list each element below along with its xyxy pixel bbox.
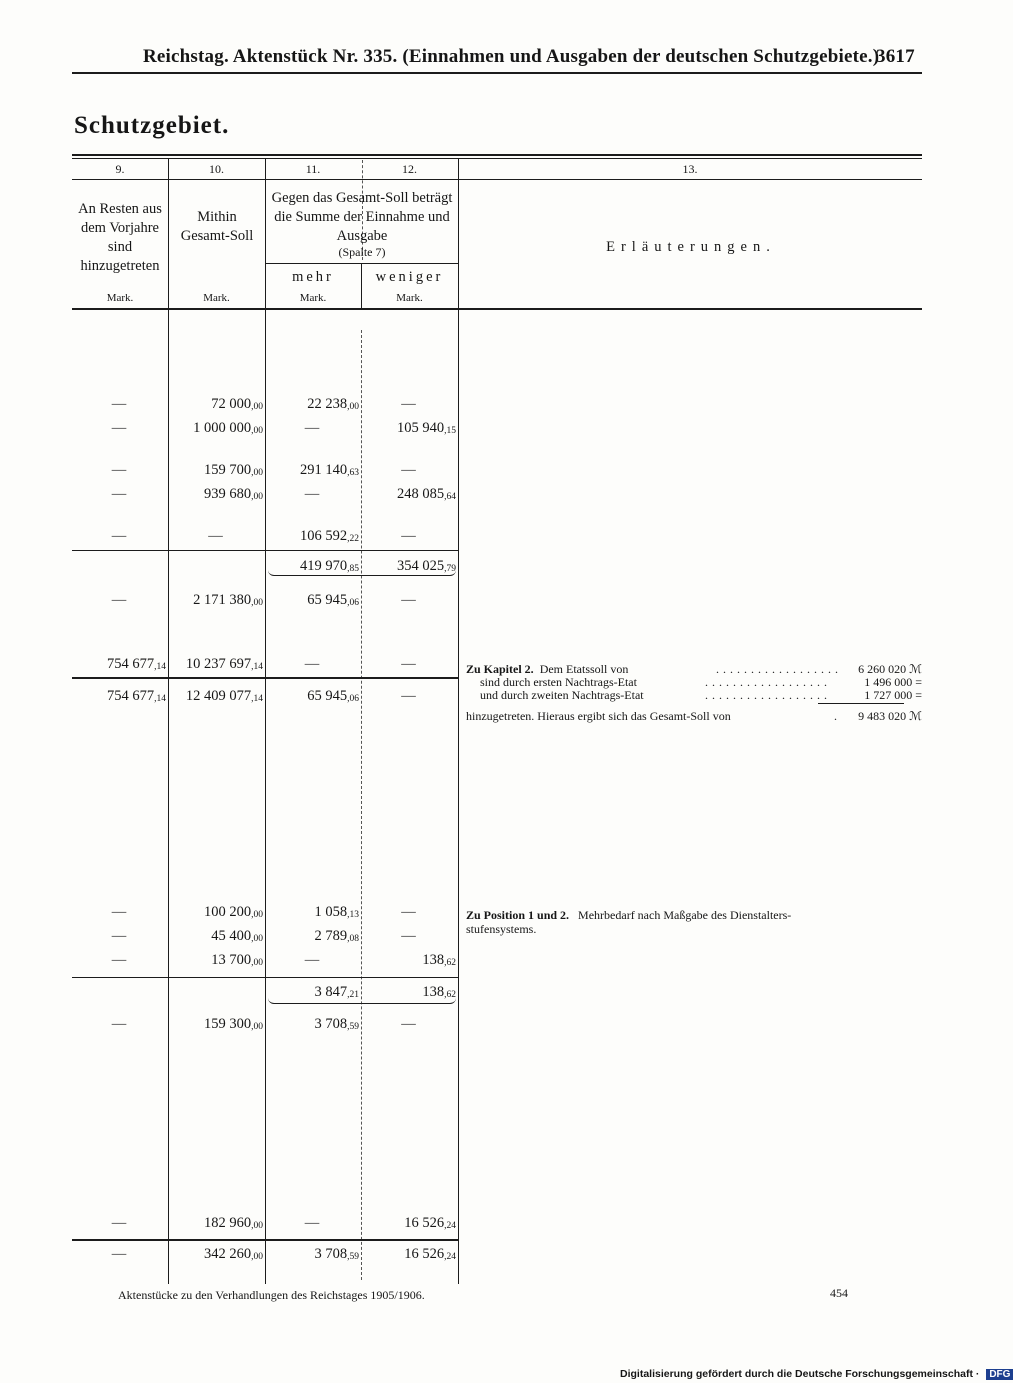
cell-c9-row-16 bbox=[72, 1246, 166, 1263]
cell-c11-row-10 bbox=[265, 904, 359, 921]
cell-value: — bbox=[304, 952, 320, 968]
cell-value: — bbox=[401, 904, 416, 920]
col11-number: 11. bbox=[305, 162, 321, 176]
cell-c10-row-1 bbox=[168, 396, 263, 413]
cell-c11-row-15 bbox=[265, 1215, 359, 1232]
cell-c12-row-3 bbox=[361, 462, 456, 479]
digitization-credit-text: Digitalisierung gefördert durch die Deutsche Forschungsgemeinschaft bbox=[620, 1368, 973, 1380]
cell-value: — bbox=[111, 1246, 127, 1262]
cell-value: — bbox=[111, 904, 127, 920]
cell-cents: ,21 bbox=[347, 990, 359, 1000]
colnum-rule bbox=[72, 179, 922, 180]
cell-value: 2 789 bbox=[314, 928, 348, 944]
cell-c10-row-15 bbox=[168, 1215, 263, 1232]
cell-cents: ,00 bbox=[251, 1221, 263, 1231]
note-kapitel2-val4: 9 483 020 ℳ bbox=[858, 709, 922, 723]
note-sum-rule bbox=[818, 703, 904, 704]
cell-c9-row-11 bbox=[72, 928, 166, 945]
subtotal-rule-2 bbox=[72, 977, 458, 978]
cell-value: 16 526 bbox=[404, 1246, 445, 1262]
note-position12-lead: Zu Position 1 und 2. bbox=[466, 908, 570, 922]
col10-heading: Mithin Gesamt-Soll bbox=[180, 209, 254, 244]
col11-12-heading: Gegen das Gesamt-Soll beträgt die Summe der Einnahme und Ausgabe bbox=[271, 190, 453, 244]
cell-cents: ,14 bbox=[154, 662, 166, 672]
cell-value: 22 238 bbox=[307, 396, 348, 412]
cell-c10-row-14 bbox=[168, 1016, 263, 1033]
note-kapitel2-lead: Zu Kapitel 2. bbox=[466, 662, 534, 676]
cell-value: 1 000 000 bbox=[193, 420, 252, 436]
cell-c12-row-4 bbox=[361, 486, 456, 503]
cell-c11-row-9 bbox=[265, 688, 359, 705]
cell-c9-row-8 bbox=[72, 656, 166, 673]
cell-value: — bbox=[208, 528, 223, 544]
cell-cents: ,00 bbox=[251, 1022, 263, 1032]
cell-cents: ,00 bbox=[251, 468, 263, 478]
cell-c9-row-1 bbox=[72, 396, 166, 413]
cell-value: 159 300 bbox=[204, 1016, 252, 1032]
cell-value: 182 960 bbox=[204, 1215, 252, 1231]
note-kapitel2-val1: 6 260 020 ℳ bbox=[858, 662, 922, 676]
subtotal-brace-2 bbox=[268, 998, 456, 1004]
cell-c12-row-15 bbox=[361, 1215, 456, 1232]
cell-cents: ,14 bbox=[251, 662, 263, 672]
cell-value: — bbox=[401, 928, 416, 944]
cell-value: — bbox=[304, 1215, 320, 1231]
cell-value: — bbox=[401, 462, 416, 478]
cell-cents: ,00 bbox=[251, 958, 263, 968]
cell-value: 3 847 bbox=[314, 984, 348, 1000]
cell-value: — bbox=[401, 1016, 416, 1032]
cell-c12-row-12 bbox=[361, 952, 456, 969]
cell-value: 138 bbox=[422, 952, 445, 968]
cell-cents: ,15 bbox=[444, 426, 456, 436]
note-position12-line1 bbox=[466, 908, 791, 923]
footer-sheet-number: 454 bbox=[830, 1286, 848, 1300]
col11-unit: Mark. bbox=[299, 292, 327, 304]
cell-c11-row-7 bbox=[265, 592, 359, 609]
cell-c9-row-2 bbox=[72, 420, 166, 437]
note-kapitel2-val3: 1 727 000 = bbox=[864, 688, 922, 702]
cell-c12-row-5 bbox=[361, 528, 456, 545]
cell-c10-row-9 bbox=[168, 688, 263, 705]
cell-c11-row-2 bbox=[265, 420, 359, 437]
cell-c9-row-15 bbox=[72, 1215, 166, 1232]
cell-c11-row-1 bbox=[265, 396, 359, 413]
col11-12-subnote: (Spalte 7) bbox=[338, 245, 386, 259]
cell-c12-row-10 bbox=[361, 904, 456, 921]
cell-value: — bbox=[111, 1215, 127, 1231]
note-kapitel2-val2: 1 496 000 = bbox=[864, 675, 922, 689]
cell-value: 138 bbox=[422, 984, 445, 1000]
header-rule bbox=[72, 72, 922, 74]
section-title: Schutzgebiet. bbox=[74, 112, 230, 139]
col10-unit: Mark. bbox=[203, 292, 230, 304]
cell-value: — bbox=[111, 396, 127, 412]
total-rule-1 bbox=[72, 677, 458, 679]
col11-heading: mehr bbox=[292, 269, 334, 285]
cell-cents: ,14 bbox=[251, 694, 263, 704]
cell-c10-row-11 bbox=[168, 928, 263, 945]
cell-c10-row-8 bbox=[168, 656, 263, 673]
cell-cents: ,62 bbox=[444, 990, 456, 1000]
cell-c12-row-2 bbox=[361, 420, 456, 437]
cell-c11-row-5 bbox=[265, 528, 359, 545]
cell-cents: ,59 bbox=[347, 1022, 359, 1032]
note-dot-leader-4: . bbox=[834, 709, 837, 723]
cell-value: 65 945 bbox=[307, 688, 348, 704]
cell-value: 2 171 380 bbox=[193, 592, 252, 608]
subtotal-brace-1 bbox=[268, 570, 456, 576]
note-kapitel2-line3: und durch zweiten Nachtrags-Etat bbox=[480, 688, 644, 702]
cell-cents: ,79 bbox=[444, 564, 456, 574]
cell-c10-row-2 bbox=[168, 420, 263, 437]
col-divider-12-13 bbox=[458, 158, 459, 1284]
cell-value: 419 970 bbox=[300, 558, 348, 574]
cell-c10-row-4 bbox=[168, 486, 263, 503]
cell-cents: ,24 bbox=[444, 1221, 456, 1231]
cell-value: — bbox=[401, 396, 416, 412]
cell-value: — bbox=[111, 462, 127, 478]
cell-cents: ,00 bbox=[251, 492, 263, 502]
col9-heading: An Resten aus dem Vorjahre sind hinzugetreten bbox=[78, 201, 162, 274]
cell-cents: ,06 bbox=[347, 694, 359, 704]
cell-value: 754 677 bbox=[107, 688, 155, 704]
dfg-logo: DFG bbox=[986, 1369, 1013, 1380]
cell-c10-row-3 bbox=[168, 462, 263, 479]
cell-c9-row-5 bbox=[72, 528, 166, 545]
cell-value: — bbox=[304, 486, 320, 502]
cell-c11-row-4 bbox=[265, 486, 359, 503]
note-kapitel2-line2: sind durch ersten Nachtrags-Etat bbox=[480, 675, 637, 689]
cell-value: — bbox=[111, 528, 127, 544]
cell-value: — bbox=[304, 420, 320, 436]
cell-value: 248 085 bbox=[397, 486, 445, 502]
cell-cents: ,59 bbox=[347, 1252, 359, 1262]
note-kapitel2-text1: Dem Etatssoll von bbox=[539, 662, 629, 676]
total-rule-2 bbox=[72, 1239, 458, 1241]
col13-heading: Erläuterungen. bbox=[606, 239, 776, 255]
note-dot-leader-2: .................. bbox=[705, 675, 831, 689]
cell-value: — bbox=[401, 592, 416, 608]
digitization-credit: Digitalisierung gefördert durch die Deutsche Forschungsgemeinschaft · DFG bbox=[620, 1368, 1013, 1380]
cell-value: — bbox=[401, 656, 416, 672]
cell-c10-row-12 bbox=[168, 952, 263, 969]
running-header-title: Reichstag. Aktenstück Nr. 335. (Einnahmen und Ausgaben der deutschen Schutzgebiete.) bbox=[143, 46, 880, 67]
cell-cents: ,62 bbox=[444, 958, 456, 968]
cell-c9-row-12 bbox=[72, 952, 166, 969]
cell-cents: ,13 bbox=[347, 910, 359, 920]
cell-cents: ,14 bbox=[154, 694, 166, 704]
cell-value: — bbox=[401, 688, 416, 704]
cell-value: 45 400 bbox=[211, 928, 252, 944]
cell-value: 291 140 bbox=[300, 462, 348, 478]
cell-value: 1 058 bbox=[314, 904, 348, 920]
cell-value: — bbox=[304, 656, 320, 672]
table-top-rule-thin bbox=[72, 158, 922, 159]
cell-value: 354 025 bbox=[397, 558, 445, 574]
col12-heading: weniger bbox=[375, 269, 444, 285]
cell-c11-row-11 bbox=[265, 928, 359, 945]
col-divider-10-11 bbox=[265, 158, 266, 1284]
cell-c10-row-16 bbox=[168, 1246, 263, 1263]
col9-unit: Mark. bbox=[106, 292, 134, 304]
cell-value: 105 940 bbox=[397, 420, 445, 436]
col13-number: 13. bbox=[682, 162, 698, 176]
cell-c9-row-9 bbox=[72, 688, 166, 705]
cell-c11-row-3 bbox=[265, 462, 359, 479]
cell-value: — bbox=[111, 1016, 127, 1032]
cell-value: — bbox=[111, 592, 127, 608]
cell-value: 342 260 bbox=[204, 1246, 252, 1262]
cell-c9-row-7 bbox=[72, 592, 166, 609]
cell-c10-row-7 bbox=[168, 592, 263, 609]
cell-value: 16 526 bbox=[404, 1215, 445, 1231]
cell-c11-row-12 bbox=[265, 952, 359, 969]
cell-cents: ,08 bbox=[347, 934, 359, 944]
cell-value: — bbox=[111, 952, 127, 968]
cell-c12-row-1 bbox=[361, 396, 456, 413]
cell-c11-row-14 bbox=[265, 1016, 359, 1033]
cell-cents: ,00 bbox=[347, 402, 359, 412]
cell-c12-row-8 bbox=[361, 656, 456, 673]
note-position12-text1: Mehrbedarf nach Maßgabe des Dienstalters- bbox=[578, 908, 792, 922]
cell-c9-row-3 bbox=[72, 462, 166, 479]
note-kapitel2-line4: hinzugetreten. Hieraus ergibt sich das Gesamt-Soll von bbox=[466, 709, 731, 723]
cell-value: 100 200 bbox=[204, 904, 252, 920]
note-dot-leader-3: .................. bbox=[705, 688, 831, 702]
col12-unit: Mark. bbox=[396, 292, 423, 304]
subtotal-rule-1 bbox=[72, 550, 458, 551]
cell-c12-row-9 bbox=[361, 688, 456, 705]
col9-number: 9. bbox=[115, 162, 125, 176]
col10-number: 10. bbox=[209, 162, 224, 176]
cell-cents: ,00 bbox=[251, 598, 263, 608]
cell-c10-row-10 bbox=[168, 904, 263, 921]
cell-cents: ,63 bbox=[347, 468, 359, 478]
cell-value: — bbox=[111, 928, 127, 944]
cell-cents: ,00 bbox=[251, 402, 263, 412]
cell-value: 12 409 077 bbox=[185, 688, 252, 704]
cell-value: 159 700 bbox=[204, 462, 252, 478]
cell-value: 3 708 bbox=[314, 1246, 348, 1262]
cell-value: 939 680 bbox=[204, 486, 252, 502]
note-dot-leader-1: .................. bbox=[716, 662, 842, 676]
cell-cents: ,00 bbox=[251, 910, 263, 920]
cell-cents: ,00 bbox=[251, 1252, 263, 1262]
cell-value: 13 700 bbox=[211, 952, 252, 968]
cell-value: 3 708 bbox=[314, 1016, 348, 1032]
col-divider-9-10 bbox=[168, 158, 169, 1284]
header-bottom-rule bbox=[72, 308, 922, 310]
cell-cents: ,24 bbox=[444, 1252, 456, 1262]
cell-cents: ,85 bbox=[347, 564, 359, 574]
cell-value: 72 000 bbox=[211, 396, 252, 412]
cell-c12-row-7 bbox=[361, 592, 456, 609]
cell-value: — bbox=[111, 486, 127, 502]
cell-c9-row-4 bbox=[72, 486, 166, 503]
page-number: 3617 bbox=[876, 46, 915, 67]
cell-c12-row-14 bbox=[361, 1016, 456, 1033]
cell-c9-row-10 bbox=[72, 904, 166, 921]
cell-value: — bbox=[111, 420, 127, 436]
cell-value: 65 945 bbox=[307, 592, 348, 608]
cell-c12-row-11 bbox=[361, 928, 456, 945]
cell-cents: ,00 bbox=[251, 426, 263, 436]
cell-cents: ,06 bbox=[347, 598, 359, 608]
cell-cents: ,22 bbox=[347, 534, 359, 544]
cell-c9-row-14 bbox=[72, 1016, 166, 1033]
cell-value: 106 592 bbox=[300, 528, 348, 544]
cell-value: — bbox=[401, 528, 416, 544]
cell-c11-row-8 bbox=[265, 656, 359, 673]
table-top-rule bbox=[72, 154, 922, 156]
col12-number: 12. bbox=[402, 162, 417, 176]
footer-source: Aktenstücke zu den Verhandlungen des Reichstages 1905/1906. bbox=[118, 1288, 425, 1302]
cell-cents: ,64 bbox=[444, 492, 456, 502]
cell-c12-row-16 bbox=[361, 1246, 456, 1263]
note-position12-line2: stufensystems. bbox=[466, 922, 537, 936]
cell-c11-row-16 bbox=[265, 1246, 359, 1263]
cell-value: 10 237 697 bbox=[185, 656, 252, 672]
cell-c10-row-5 bbox=[168, 528, 263, 545]
cell-value: 754 677 bbox=[107, 656, 155, 672]
cell-cents: ,00 bbox=[251, 934, 263, 944]
